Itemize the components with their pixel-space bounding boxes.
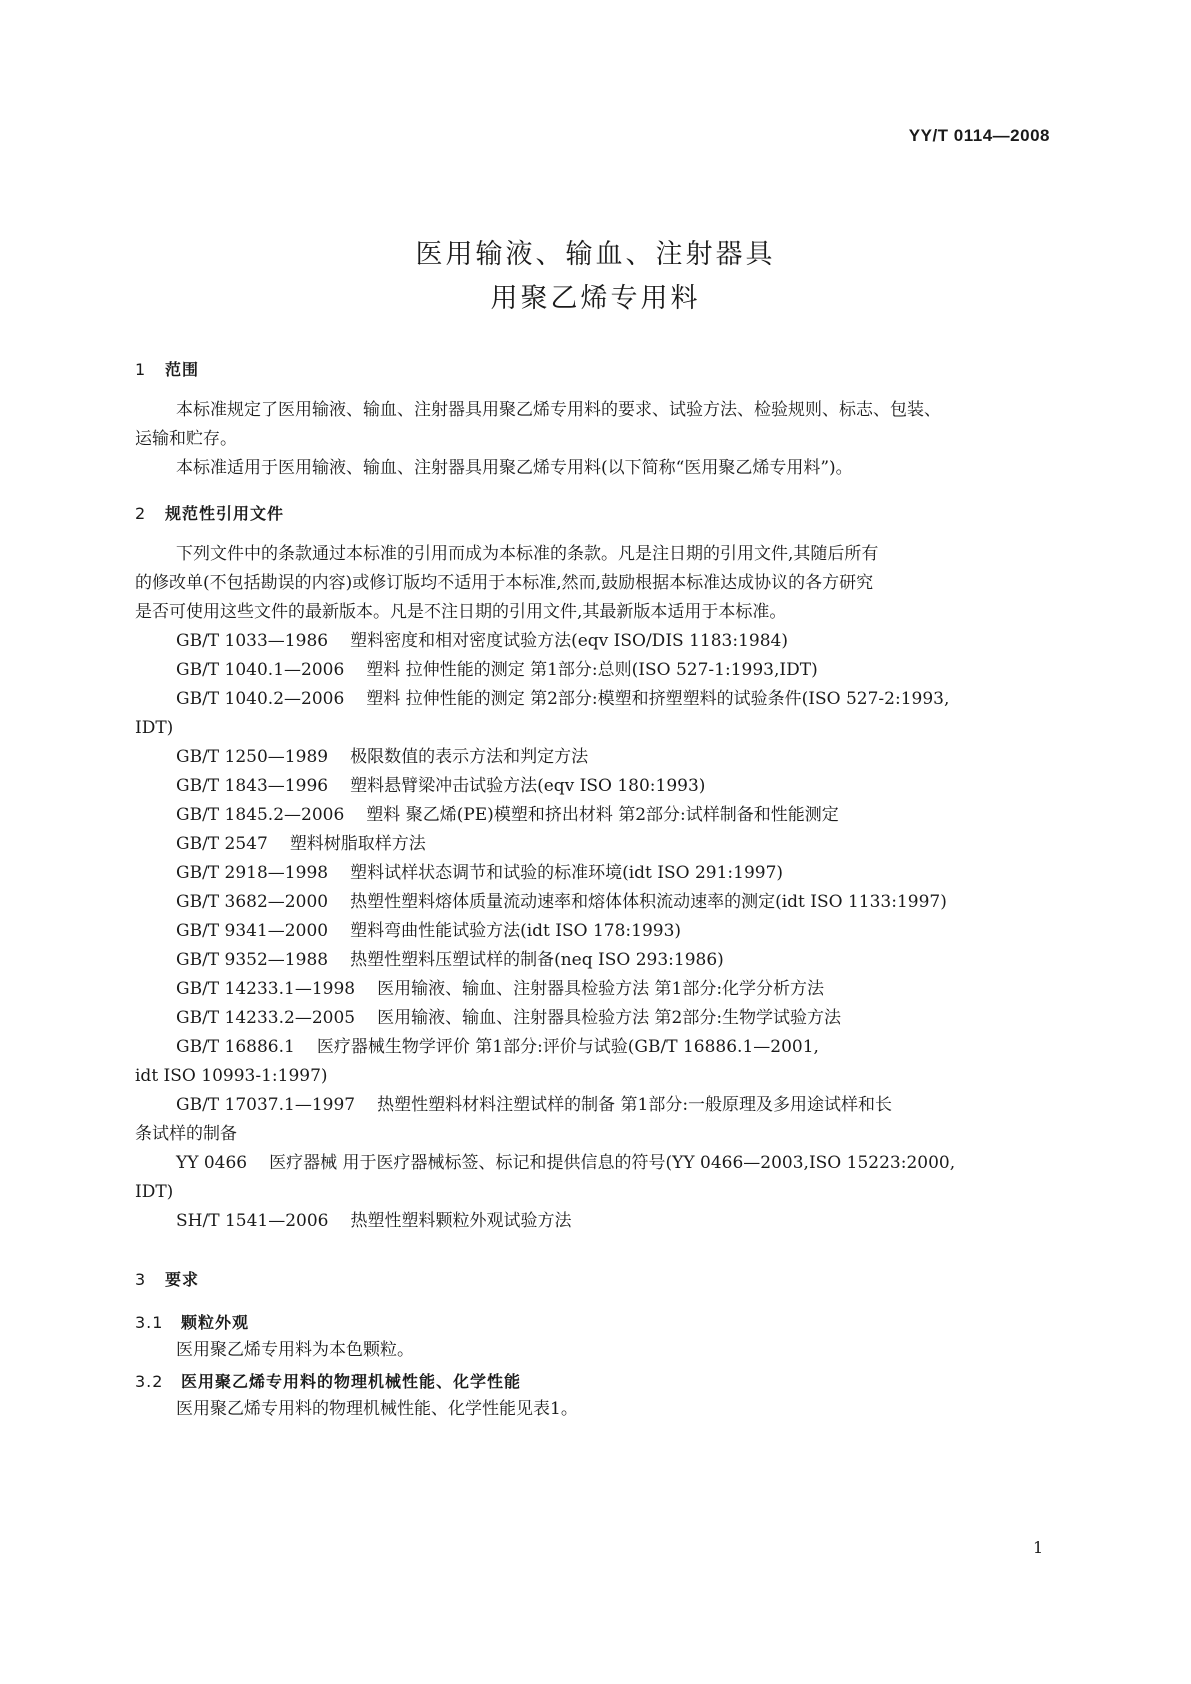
reference-title: 塑料悬臂梁冲击试验方法(eqv ISO 180:1993) [350, 776, 706, 796]
section-3-heading [135, 1267, 199, 1290]
reference-item [176, 978, 824, 1000]
reference-title: 热塑性塑料材料注塑试样的制备 第1部分:一般原理及多用途试样和长 [377, 1095, 893, 1115]
subsection-3-1-heading [135, 1310, 249, 1333]
subsection-title: 医用聚乙烯专用料的物理机械性能、化学性能 [181, 1372, 522, 1391]
reference-code: GB/T 17037.1—1997 [176, 1095, 356, 1115]
standard-code: YY/T 0114—2008 [908, 126, 1050, 145]
reference-code: GB/T 2547 [176, 834, 268, 854]
section-title: 范围 [165, 360, 200, 379]
reference-title: 极限数值的表示方法和判定方法 [350, 747, 589, 767]
section-title: 规范性引用文件 [165, 504, 285, 523]
reference-code: GB/T 1250—1989 [176, 747, 329, 767]
reference-continuation: IDT) [135, 1182, 174, 1202]
reference-item [176, 1007, 841, 1029]
reference-title: 塑料 聚乙烯(PE)模塑和挤出材料 第2部分:试样制备和性能测定 [366, 805, 839, 825]
reference-code: GB/T 2918—1998 [176, 863, 329, 883]
reference-item [176, 1210, 571, 1232]
reference-code: GB/T 14233.2—2005 [176, 1008, 356, 1028]
reference-title: 塑料 拉伸性能的测定 第2部分:模塑和挤塑塑料的试验条件(ISO 527-2:1993, [366, 689, 950, 709]
reference-item [176, 891, 947, 913]
section-number: 1 [135, 360, 147, 379]
reference-item [176, 1094, 892, 1116]
reference-code: GB/T 1033—1986 [176, 631, 329, 651]
reference-item [176, 1152, 955, 1174]
reference-item [176, 746, 588, 768]
reference-code: GB/T 3682—2000 [176, 892, 329, 912]
paragraph-line: 的修改单(不包括勘误的内容)或修订版均不适用于本标准,然而,鼓励根据本标准达成协议的各方研究 [135, 573, 874, 593]
paragraph-line: 是否可使用这些文件的最新版本。凡是不注日期的引用文件,其最新版本适用于本标准。 [135, 602, 787, 622]
reference-title: 医疗器械 用于医疗器械标签、标记和提供信息的符号(YY 0466—2003,ISO 15223:2000, [269, 1153, 956, 1173]
reference-code: GB/T 9341—2000 [176, 921, 329, 941]
reference-code: YY 0466 [176, 1153, 248, 1173]
section-number: 3 [135, 1270, 147, 1289]
page-number: 1 [1033, 1538, 1044, 1557]
reference-item [176, 833, 426, 855]
reference-title: 塑料试样状态调节和试验的标准环境(idt ISO 291:1997) [350, 863, 784, 883]
subsection-title: 颗粒外观 [181, 1313, 250, 1332]
document-title-line-1: 医用输液、输血、注射器具 [415, 239, 776, 270]
reference-item [176, 949, 724, 971]
reference-title: 塑料树脂取样方法 [289, 834, 426, 854]
reference-continuation: 条试样的制备 [135, 1124, 237, 1144]
paragraph-line: 医用聚乙烯专用料为本色颗粒。 [176, 1340, 414, 1360]
section-2-heading [135, 501, 284, 524]
reference-item [176, 775, 705, 797]
subsection-number: 3.1 [135, 1313, 164, 1332]
reference-title: 塑料 拉伸性能的测定 第1部分:总则(ISO 527-1:1993,IDT) [366, 660, 818, 680]
section-number: 2 [135, 504, 147, 523]
reference-title: 医疗器械生物学评价 第1部分:评价与试验(GB/T 16886.1—2001, [316, 1037, 819, 1057]
reference-title: 塑料密度和相对密度试验方法(eqv ISO/DIS 1183:1984) [350, 631, 788, 651]
reference-code: GB/T 14233.1—1998 [176, 979, 356, 999]
reference-code: GB/T 1843—1996 [176, 776, 329, 796]
reference-continuation: IDT) [135, 718, 174, 738]
paragraph-line: 本标准适用于医用输液、输血、注射器具用聚乙烯专用料(以下简称“医用聚乙烯专用料”)。 [176, 458, 853, 478]
reference-title: 医用输液、输血、注射器具检验方法 第2部分:生物学试验方法 [377, 1008, 842, 1028]
reference-item [176, 920, 681, 942]
section-title: 要求 [165, 1270, 200, 1289]
reference-item [176, 862, 783, 884]
subsection-number: 3.2 [135, 1372, 164, 1391]
paragraph-line: 本标准规定了医用输液、输血、注射器具用聚乙烯专用料的要求、试验方法、检验规则、标志、包装、 [176, 400, 941, 420]
reference-title: 热塑性塑料熔体质量流动速率和熔体体积流动速率的测定(idt ISO 1133:1997) [350, 892, 947, 912]
reference-item [176, 659, 818, 681]
reference-title: 塑料弯曲性能试验方法(idt ISO 178:1993) [350, 921, 682, 941]
reference-code: GB/T 1040.2—2006 [176, 689, 345, 709]
reference-code: SH/T 1541—2006 [176, 1211, 329, 1231]
reference-code: GB/T 16886.1 [176, 1037, 295, 1057]
reference-item [176, 804, 839, 826]
reference-code: GB/T 1845.2—2006 [176, 805, 345, 825]
reference-code: GB/T 1040.1—2006 [176, 660, 345, 680]
section-1-heading [135, 357, 199, 380]
reference-item [176, 630, 788, 652]
reference-item [176, 688, 949, 710]
reference-title: 热塑性塑料颗粒外观试验方法 [350, 1211, 572, 1231]
reference-title: 医用输液、输血、注射器具检验方法 第1部分:化学分析方法 [377, 979, 825, 999]
paragraph-line: 医用聚乙烯专用料的物理机械性能、化学性能见表1。 [176, 1399, 578, 1419]
subsection-3-2-heading [135, 1369, 521, 1392]
document-title-line-2: 用聚乙烯专用料 [490, 283, 701, 314]
reference-title: 热塑性塑料压塑试样的制备(neq ISO 293:1986) [350, 950, 724, 970]
reference-continuation: idt ISO 10993-1:1997) [135, 1066, 328, 1086]
paragraph-line: 下列文件中的条款通过本标准的引用而成为本标准的条款。凡是注日期的引用文件,其随后所有 [176, 544, 879, 564]
paragraph-line: 运输和贮存。 [135, 429, 237, 449]
reference-code: GB/T 9352—1988 [176, 950, 329, 970]
reference-item [176, 1036, 819, 1058]
